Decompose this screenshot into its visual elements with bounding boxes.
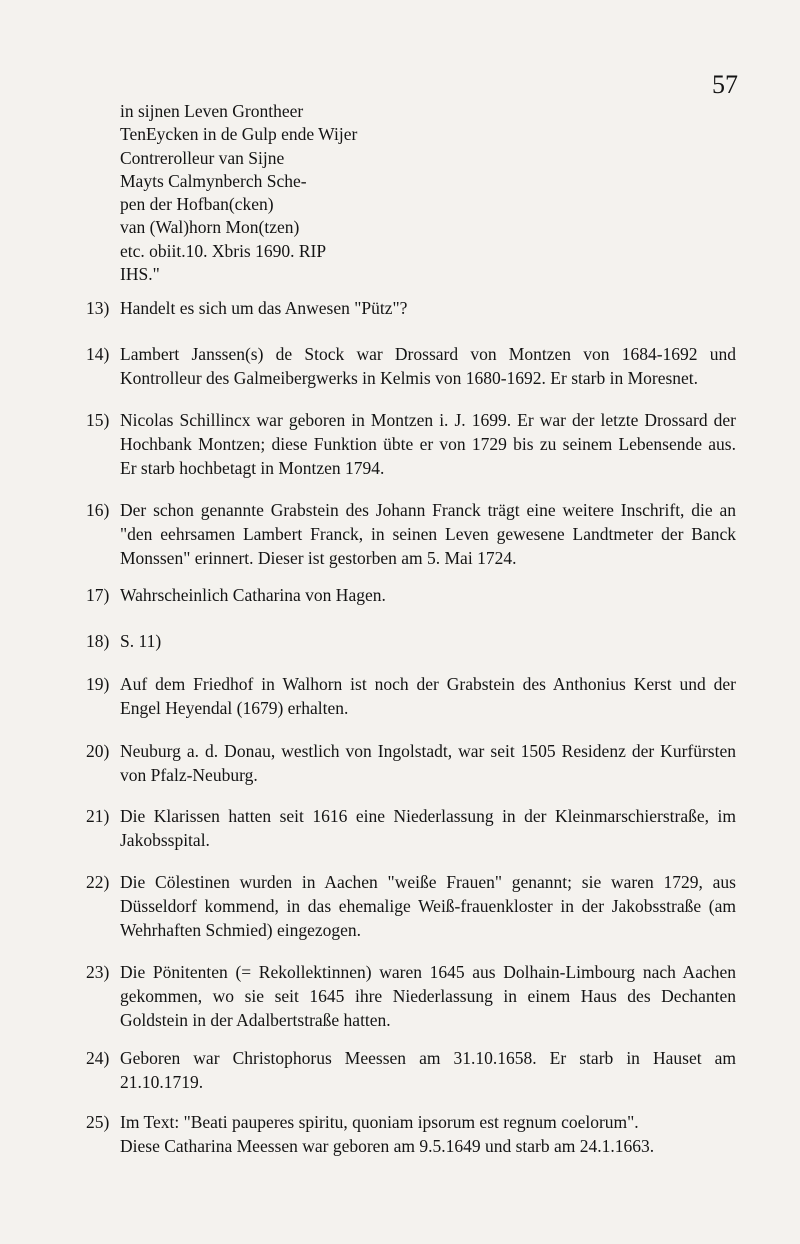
- footnote-number: 22): [86, 872, 110, 892]
- footnote-line: Düsseldorf kommend, in das ehemalige Weiß-frauenkloster in der Jakobsstraße (am: [120, 896, 736, 916]
- footnote-17: [86, 583, 736, 607]
- footnote-line: Die Pönitenten (= Rekollektinnen) waren 1645 aus Dolhain-Limbourg nach Aachen: [120, 962, 736, 982]
- inscription-line: pen der Hofban(cken): [120, 194, 274, 215]
- inscription-line: IHS.": [120, 264, 160, 285]
- footnote-number: 13): [86, 298, 110, 318]
- footnote-line: gekommen, wo sie seit 1645 ihre Niederlassung in einem Haus des Dechanten: [120, 986, 736, 1006]
- footnote-line: Goldstein in der Adalbertstraße hatten.: [120, 1010, 391, 1030]
- footnote-line: Die Cölestinen wurden in Aachen "weiße Frauen" genannt; sie waren 1729, aus: [120, 872, 736, 892]
- footnote-line: Handelt es sich um das Anwesen "Pütz"?: [120, 298, 408, 318]
- footnote-number: 21): [86, 806, 110, 826]
- footnote-line: Im Text: "Beati pauperes spiritu, quoniam ipsorum est regnum coelorum".: [120, 1112, 639, 1132]
- inscription-continuation: [120, 100, 420, 286]
- page-number: 57: [712, 70, 738, 99]
- footnote-line: Lambert Janssen(s) de Stock war Drossard von Montzen von 1684-1692 und: [120, 344, 736, 364]
- footnote-19: [86, 672, 736, 720]
- footnote-line: Wehrhaften Schmied) eingezogen.: [120, 920, 362, 940]
- footnote-number: 16): [86, 500, 110, 520]
- footnote-line: Hochbank Montzen; diese Funktion übte er von 1729 bis zu seinem Lebensende aus.: [120, 434, 736, 454]
- inscription-line: etc. obiit.10. Xbris 1690. RIP: [120, 240, 327, 261]
- inscription-line: Mayts Calmynberch Sche-: [120, 170, 307, 191]
- inscription-line: van (Wal)horn Mon(tzen): [120, 217, 300, 238]
- footnote-line: Wahrscheinlich Catharina von Hagen.: [120, 585, 386, 605]
- footnote-number: 24): [86, 1048, 110, 1068]
- footnote-16: [86, 498, 736, 570]
- footnote-number: 15): [86, 410, 110, 430]
- footnote-line: Der schon genannte Grabstein des Johann Franck trägt eine weitere Inschrift, die an: [120, 500, 736, 520]
- inscription-line: TenEycken in de Gulp ende Wijer: [120, 124, 358, 145]
- footnote-22: [86, 870, 736, 942]
- inscription-line: in sijnen Leven Grontheer: [120, 101, 304, 121]
- footnote-line: Neuburg a. d. Donau, westlich von Ingolstadt, war seit 1505 Residenz der Kurfürsten: [120, 741, 736, 761]
- footnote-line: Diese Catharina Meessen war geboren am 9.5.1649 und starb am 24.1.1663.: [120, 1136, 655, 1156]
- footnote-number: 20): [86, 741, 110, 761]
- footnote-line: Auf dem Friedhof in Walhorn ist noch der Grabstein des Anthonius Kerst und der: [120, 674, 736, 694]
- footnote-line: Kontrolleur des Galmeibergwerks in Kelmis von 1680-1692. Er starb in Moresnet.: [120, 368, 699, 388]
- footnote-23: [86, 960, 736, 1032]
- footnote-number: 18): [86, 631, 110, 651]
- footnote-18: [86, 629, 736, 653]
- footnote-number: 25): [86, 1112, 110, 1132]
- footnote-number: 23): [86, 962, 110, 982]
- footnote-number: 19): [86, 674, 110, 694]
- footnote-15: [86, 408, 736, 480]
- footnote-24: [86, 1046, 736, 1094]
- footnote-line: von Pfalz-Neuburg.: [120, 765, 258, 785]
- footnote-line: Er starb hochbetagt in Montzen 1794.: [120, 458, 385, 478]
- footnote-line: Die Klarissen hatten seit 1616 eine Niederlassung in der Kleinmarschierstraße, im: [120, 806, 736, 826]
- footnote-14: [86, 342, 736, 390]
- footnote-line: S. 11): [120, 631, 162, 651]
- footnote-21: [86, 804, 736, 852]
- footnote-line: Nicolas Schillincx war geboren in Montzen i. J. 1699. Er war der letzte Drossard der: [120, 410, 736, 430]
- footnote-number: 14): [86, 344, 110, 364]
- footnote-25: [86, 1110, 736, 1158]
- inscription-line: Contrerolleur van Sijne: [120, 147, 285, 168]
- footnote-line: Jakobsspital.: [120, 830, 210, 850]
- footnote-20: [86, 739, 736, 787]
- footnote-line: Geboren war Christophorus Meessen am 31.10.1658. Er starb in Hauset am: [120, 1048, 736, 1068]
- footnote-line: 21.10.1719.: [120, 1072, 204, 1092]
- footnote-line: Engel Heyendal (1679) erhalten.: [120, 698, 349, 718]
- footnote-13: [86, 296, 736, 320]
- footnote-number: 17): [86, 585, 110, 605]
- footnote-line: Monssen" erinnert. Dieser ist gestorben am 5. Mai 1724.: [120, 548, 517, 568]
- footnote-line: "den eehrsamen Lambert Franck, in seinen Leven gewesene Landtmeter der Banck: [120, 524, 736, 544]
